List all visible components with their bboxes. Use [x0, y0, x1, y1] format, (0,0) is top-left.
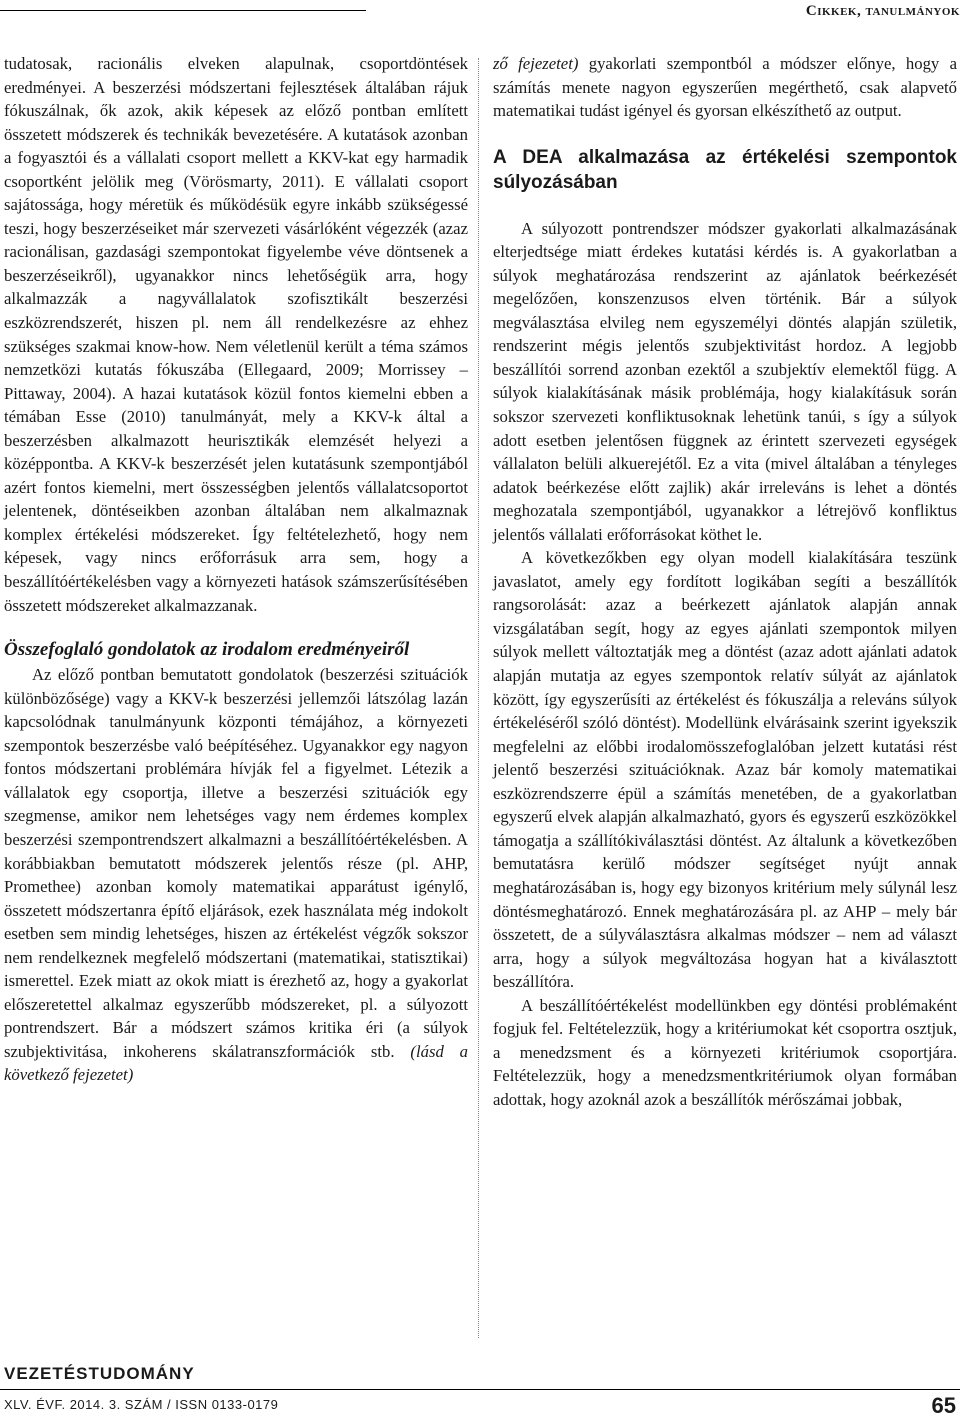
right-paragraph-2: A súlyozott pontrendszer módszer gyakorlati alkalmazásának elterjedtsége miatt érdekes kutatási kérdés is. A gyakorlatban a súlyok meghatározása rendszerint az ajánlatok beérkezését megelőzően, konszenzusos elven történik. Bár a súlyok megválasztása elvileg nem egyszemélyi döntés alapján születik, rendszerint mégis jelentős szubjektivitást hordoz. A legjobb beszállítói sorrend azonban ezektől a szubjektív elemektől függ. A súlyok kialakításának másik problémája, hogy kialakításuk során sokszor szervezeti konfliktusoknak lehetünk tanúi, s így a súlyok adott esetben jelentősen függnek az érintett szervezeti egységek vállalaton belüli alkuerejétől. Ez a vita (mivel általában a tényleges adatok beérkezése előtt zajlik) akár irreleváns is lehet a döntés meghozatala szempontjából, ugyanakkor a létrejövő konfliktus jelentős vállalati erőforrásokat köthet le.	[493, 218, 957, 544]
right-section-heading: A DEA alkalmazása az értékelési szempontok súlyozásában	[493, 146, 957, 193]
page-number: 65	[931, 1393, 956, 1418]
running-head: Cikkek, tanulmányok	[792, 0, 960, 22]
footer-rule	[0, 1389, 960, 1390]
right-paragraph-1	[493, 52, 957, 123]
issue-info: XLV. ÉVF. 2014. 3. SZÁM / ISSN 0133-0179	[4, 1397, 279, 1412]
right-paragraph-1-italic: ző fejezetet)	[493, 54, 579, 73]
right-paragraph-4: A beszállítóértékelést modellünkben egy döntési problémaként fogjuk fel. Feltételezzük, hogy a kritériumokat két csoportra osztjuk, a menedzsment és a környezeti kritériumok csoportjára. Feltételezzük, hogy a menedzsmentkritériumok olyan formában adottak, hogy azoknál azok a beszállítók mérőszámai jobbak,	[493, 995, 957, 1109]
journal-title: VEZETÉSTUDOMÁNY	[4, 1364, 195, 1383]
column-divider	[478, 58, 479, 1338]
left-paragraph-2-text: Az előző pontban bemutatott gondolatok (beszerzési szituációk különbözősége) vagy a KKV-k beszerzési jellemzői látszólag lazán kapcsolódnak tanulmányunk központi témájához, a környezeti szempontok beszerzésbe való beépítéséhez. Ugyanakkor egy nagyon fontos módszertani problémára hívják fel a figyelmet. Létezik a vállalatok egy csoportja, illetve a beszerzési szituációk egy szegmense, amikor nem lehetséges vagy nem érdemes komplex beszerzési szempontrendszert alkalmazni a beszállítóértékelésben. A korábbiakban bemutatott módszerek jelentős része (pl. AHP, Promethee) azonban komoly matematikai apparátust igénylő, összetett módszertanra építő eljárások, ezek használata még indokolt esetben sem mindig lehetséges, hiszen az értékelést végzők sokszor nem rendelkeznek megfelelő módszertani (matematikai, statisztikai) ismerettel. Ezek miatt az okok miatt is érezhető az, hogy a gyakorlat előszeretettel alkalmaz egyszerűbb módszereket, pl. a súlyozott pontrendszert. Bár a módszert számos kritika éri (a súlyok szubjektivitása, inkoherens skálatranszformációk stb.	[4, 665, 468, 1061]
right-paragraph-3: A következőkben egy olyan modell kialakítására teszünk javaslatot, amely egy fordított logikában segíti a beszállítók rangsorolását: azaz a beérkezett ajánlatok alapján annak vizsgálatában segít, hogy az egyes ajánlati szempontok milyen súlyok mellett változtatják meg a döntést (azaz adott ajánlati adatok alapján mutatja az egyes szempontok relatív súlyát az ajánlatok között, így egyszerűsíti az értékelést és fókuszálja a releváns súlyok értékeléséről szóló döntést). Modellünk elvárásaink szerint igyekszik megfelelni az előbbi irodalomösszefoglalóban jelzett kutatási rést jelentő beszerzési szituációknak. Azaz bár komoly matematikai eszközrendszerre épül a számítás menetében, de a gyakorlatban egyszerű elvek alapján alkalmazható, gyors és egyszerű eszközökkel támogatja a szállítókiválasztási döntést. Az általunk a következőben bemutatásra kerülő módszer segítséget nyújt annak meghatározásában is, hogy egy bizonyos kritérium mely súlynál lesz döntésmeghatározó. Ennek meghatározására pl. az AHP – mely bár összetett, de a súlyválasztásra alkalmas módszer – nem ad választ arra, hogy a súlyok megváltozása hogyan hat a kiválasztott beszállítóra.	[493, 548, 957, 992]
left-paragraph-2-italic: (lásd a következő fejezetet)	[4, 1041, 469, 1085]
header-rule	[0, 10, 366, 11]
right-column	[493, 52, 957, 1111]
right-paragraph-1-text: gyakorlati szempontból a módszer előnye, hogy a számítás menete nagyon egyszerűen megérthető, csak alapvető matematikai tudást igényel és gyorsan elkészíthető az output.	[493, 54, 957, 121]
left-column	[4, 52, 468, 1087]
left-paragraph-2	[4, 663, 468, 1087]
left-paragraph-1: tudatosak, racionális elveken alapulnak, csoportdöntések eredményei. A beszerzési módszertani fejlesztések általában rájuk fókuszálnak, ők azok, akik képesek az előző pontban említett összetett módszerek és technikák bevezetésére. A kutatások azonban a fogyasztói és a vállalati csoport mellett a KKV-kat egy harmadik csoportként jelölik meg (Vörösmarty, 2011). E vállalati csoport sajátossága, hogy méretük és működésük egyre inkább szükségessé teszi, hogy beszerzéseiket már szervezeti vásárlóként végezzék (azaz racionálisan, gazdasági szempontokat figyelembe véve döntsenek a beszerzéseikről), ugyanakkor nincs lehetőségük arra, hogy alkalmazzák a nagyvállalatok szofisztikált beszerzési eszközrendszerét, hiszen pl. nem áll rendelkezésre az ehhez szükséges szakmai know-how. Nem véletlenül került a téma számos nemzetközi kutatás fókuszába (Ellegaard, 2009; Morrissey – Pittaway, 2004). A hazai kutatások közül fontos kiemelni ebben a témában Esse (2010) tanulmányát, mely a KKV-k által a beszerzésben alkalmazott heurisztikák elemzését helyezi a középpontba. A KKV-k beszerzését jelen kutatásunk szempontjából azért fontos kiemelni, mert összességben jelentős vállalatcsoportot jelentenek, döntéseikben azonban általában nem alkalmaznak komplex értékelési módszereket. Így feltételezhető, hogy nem képesek, vagy nincs erőforrásuk arra sem, hogy a beszállítóértékelésben vagy a környezeti hatások számszerűsítésében összetett módszereket alkalmazzanak.	[4, 54, 468, 615]
left-section-heading: Összefoglaló gondolatok az irodalom eredményeiről	[4, 639, 410, 661]
